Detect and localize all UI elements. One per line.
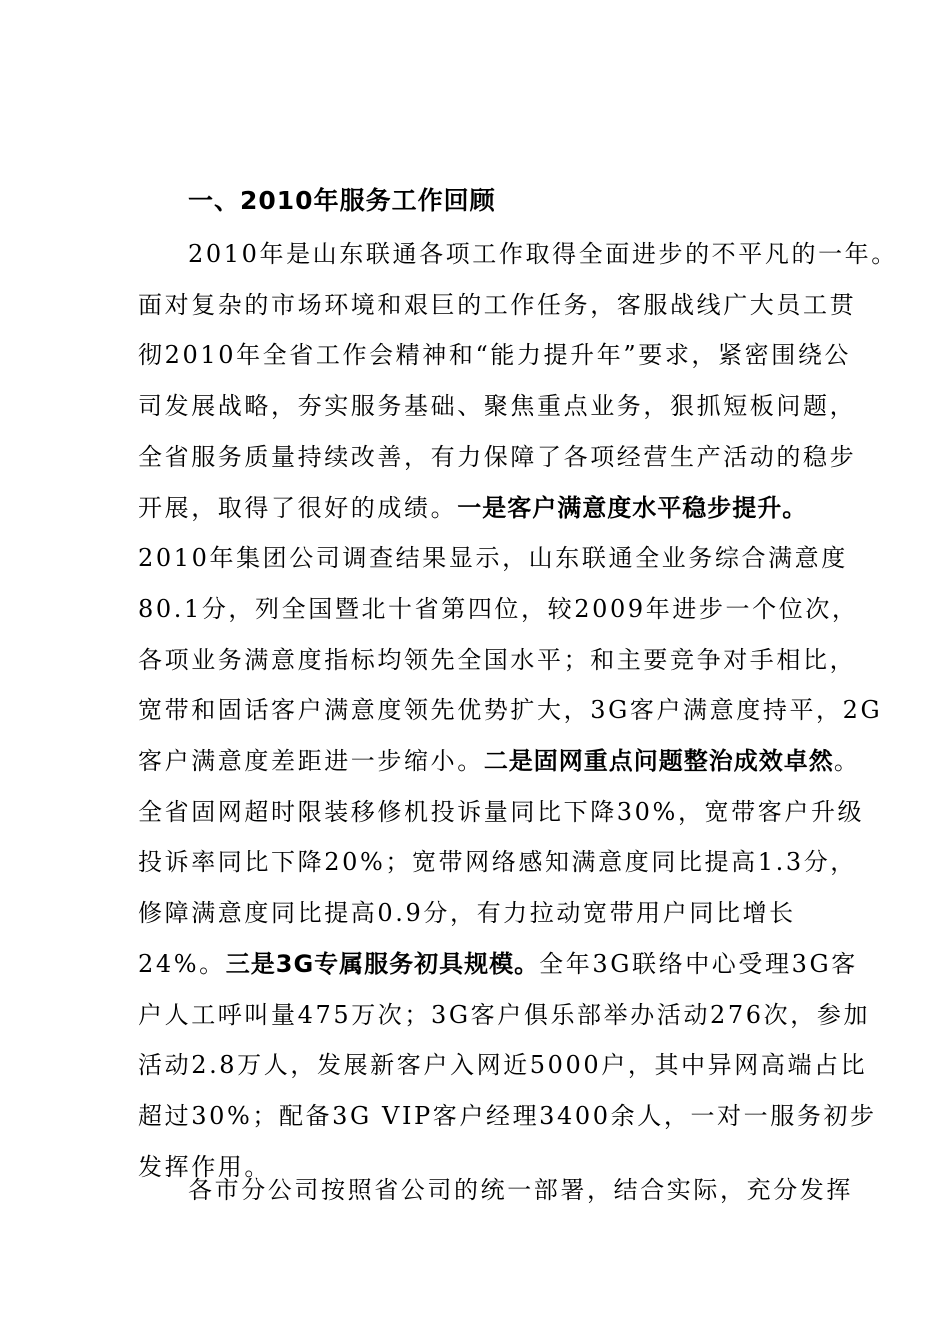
line-text: 各市分公司按照省公司的统一部署，结合实际，充分发挥 xyxy=(188,1176,853,1204)
paragraph-line xyxy=(138,893,796,933)
line-text: 全省服务质量持续改善，有力保障了各项经营生产活动的稳步 xyxy=(138,443,857,471)
line-text: 面对复杂的市场环境和艰巨的工作任务，客服战线广大员工贯 xyxy=(138,291,857,319)
paragraph-line xyxy=(138,1045,867,1085)
line-text: 彻2010年全省工作会精神和“能力提升年”要求，紧密围绕公 xyxy=(138,341,852,369)
line-text: 宽带和固话客户满意度领先优势扩大，3G客户满意度持平，2G xyxy=(138,696,883,724)
paragraph-line xyxy=(138,690,882,730)
paragraph-line xyxy=(188,1170,853,1210)
line-text: 2010年是山东联通各项工作取得全面进步的不平凡的一年。 xyxy=(188,240,898,268)
line-text: 发挥作用。 xyxy=(138,1153,271,1181)
line-text: 活动2.8万人，发展新客户入网近5000户，其中异网高端占比 xyxy=(138,1051,868,1079)
section-heading: 一、2010年服务工作回顾 xyxy=(188,186,496,215)
bold-highlight-text: 一是客户满意度水平稳步提升。 xyxy=(457,494,808,522)
line-text: 24%。 xyxy=(138,950,226,978)
paragraph-line xyxy=(138,792,864,832)
line-text: 全省固网超时限装移修机投诉量同比下降30%，宽带客户升级 xyxy=(138,798,865,826)
line-text: 2010年集团公司调查结果显示，山东联通全业务综合满意度 xyxy=(138,544,848,572)
paragraph-line xyxy=(138,538,848,578)
line-text: 投诉率同比下降20%；宽带网络感知满意度同比提高1.3分， xyxy=(138,848,857,876)
line-text: 户人工呼叫量475万次；3G客户俱乐部举办活动276次，参加 xyxy=(138,1001,871,1029)
paragraph-line xyxy=(138,386,856,426)
paragraph-line xyxy=(188,234,898,274)
paragraph-line xyxy=(138,944,858,984)
paragraph-line xyxy=(138,437,856,477)
paragraph-line xyxy=(138,335,851,375)
line-text: 司发展战略，夯实服务基础、聚焦重点业务，狠抓短板问题， xyxy=(138,392,857,420)
paragraph-line xyxy=(138,741,860,781)
line-text: 客户满意度差距进一步缩小。 xyxy=(138,747,484,775)
paragraph-line xyxy=(138,842,857,882)
paragraph-line xyxy=(138,488,807,528)
paragraph-line xyxy=(138,589,859,629)
line-text: 。 xyxy=(833,747,861,775)
line-text: 修障满意度同比提高0.9分，有力拉动宽带用户同比增长 xyxy=(138,899,796,927)
line-text: 各项业务满意度指标均领先全国水平；和主要竞争对手相比， xyxy=(138,646,857,674)
bold-highlight-text: 二是固网重点问题整治成效卓然 xyxy=(483,747,834,775)
line-text: 开展，取得了很好的成绩。 xyxy=(138,494,458,522)
line-text: 全年3G联络中心受理3G客 xyxy=(539,950,858,978)
paragraph-line xyxy=(138,1096,877,1136)
paragraph-line xyxy=(138,285,856,325)
paragraph-line xyxy=(138,640,856,680)
line-text: 80.1分，列全国暨北十省第四位，较2009年进步一个位次， xyxy=(138,595,859,623)
paragraph-line xyxy=(138,995,870,1035)
line-text: 超过30%；配备3G VIP客户经理3400余人，一对一服务初步 xyxy=(138,1102,877,1130)
bold-highlight-text: 三是3G专属服务初具规模。 xyxy=(225,950,540,978)
